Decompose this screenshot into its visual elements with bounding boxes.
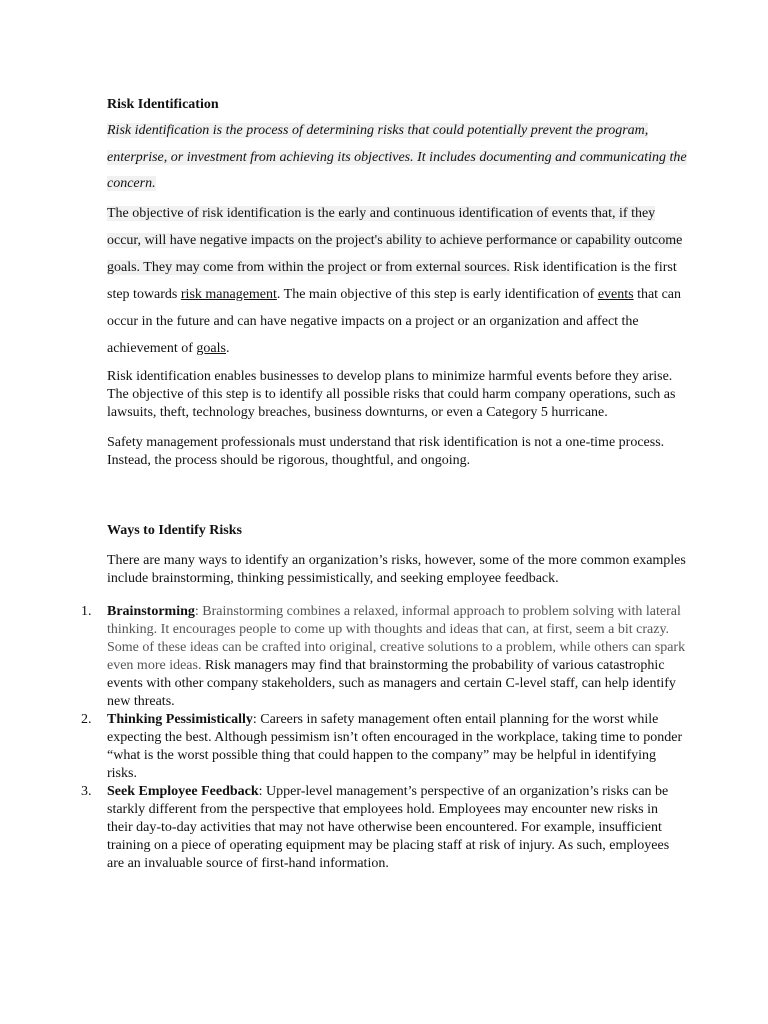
ways-list [81,603,687,873]
objective-text-highlighted: The objective of risk identification is the early and continuous identification of events that, if they occur, will have negative impacts on the project's ability to achieve performance or capability outcome goals. They may come from within the project or from external sources. [107,205,683,275]
list-term: Seek Employee Feedback [107,783,259,799]
definition-text: Risk identification is the process of determining risks that could potentially prevent the program, enterprise, or investment from achieving its objectives. It includes documenting and communicating the concern. [107,123,687,191]
ways-intro-paragraph: There are many ways to identify an organization’s risks, however, some of the more common examples include brainstorming, thinking pessimistically, and seeking employee feedback. [107,552,686,586]
events-link[interactable]: events [597,286,634,302]
objective-paragraph [107,200,687,362]
objective-text-3: . The main objective of this step is early identification of [276,286,598,302]
list-number: 3. [81,783,92,799]
objective-text-2: Risk identification is the first step towards [107,259,677,302]
list-sep: : [194,603,203,619]
goals-link[interactable]: goals [196,340,226,356]
list-item [81,603,687,711]
list-text: Upper-level management’s perspective of an organization’s risks can be starkly different from the perspective that employees hold. Employees may encounter new risks in their day-to-day activities that may not have otherwise been encountered. For example, insufficient training on a piece of operating equipment may be placing staff at risk of injury. As such, employees are an invaluable source of first-hand information. [107,783,670,871]
list-term: Thinking Pessimistically [107,711,253,727]
definition-paragraph [107,118,687,198]
list-number: 1. [81,603,92,619]
ways-heading: Ways to Identify Risks [107,522,242,538]
list-number: 2. [81,711,92,727]
objective-text-5: . [225,340,230,356]
safety-paragraph: Safety management professionals must understand that risk identification is not a one-time process. Instead, the process should be rigorous, thoughtful, and ongoing. [107,434,665,468]
list-sep: : [258,783,267,799]
risk-management-link[interactable]: risk management [180,286,277,302]
list-text: Risk managers may find that brainstorming the probability of various catastrophic events with other company stakeholders, such as managers and certain C-level staff, can help identify new threats. [107,657,676,709]
list-item [81,783,687,873]
list-term: Brainstorming [107,603,195,619]
title-risk-identification: Risk Identification [107,97,219,112]
document-body [81,96,687,873]
list-text-gray: Brainstorming combines a relaxed, informal approach to problem solving with lateral thinking. It encourages people to come up with thoughts and ideas that can, at first, seem a bit crazy. Some of these ideas can be crafted into original, creative solutions to a problem, while others can spark even more ideas. [107,603,686,673]
plans-paragraph: Risk identification enables businesses to develop plans to minimize harmful events before they arise. The objective of this step is to identify all possible risks that could harm company operations, such as lawsuits, theft, technology breaches, business downturns, or even a Category 5 hurricane. [107,368,676,420]
list-text: Careers in safety management often entail planning for the worst while expecting the best. Although pessimism isn’t often encouraged in the workplace, taking time to ponder “what is the worst possible thing that could happen to the company” may be helpful in identifying risks. [107,711,683,781]
list-item [81,711,687,783]
objective-text-4: that can occur in the future and can have negative impacts on a project or an organization and affect the achievement of [107,286,681,356]
list-sep: : [252,711,261,727]
